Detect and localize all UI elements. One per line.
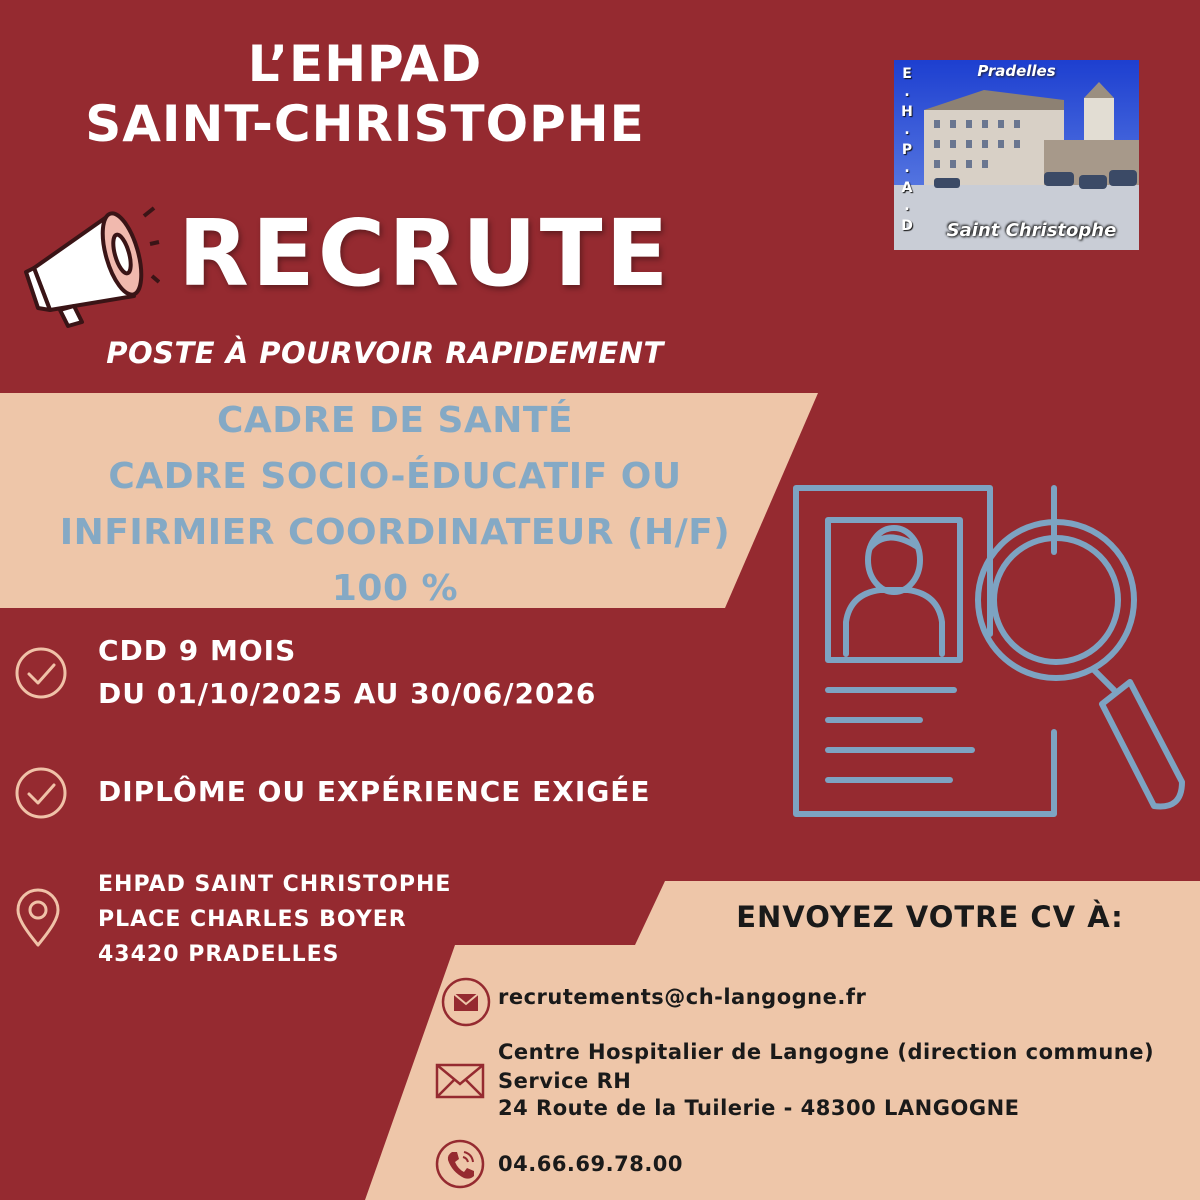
- logo-letter: .: [904, 122, 910, 138]
- address-line-1: EHPAD SAINT CHRISTOPHE: [98, 872, 452, 897]
- phone-number[interactable]: 04.66.69.78.00: [498, 1152, 684, 1176]
- check-circle-icon: [14, 646, 68, 700]
- title-line-2: SAINT-CHRISTOPHE: [85, 95, 645, 153]
- logo-name: Saint Christophe: [946, 220, 1117, 241]
- logo-letter: .: [904, 84, 910, 100]
- requirement: DIPLÔME OU EXPÉRIENCE EXIGÉE: [98, 775, 651, 808]
- logo-letter: .: [904, 160, 910, 176]
- logo-letter: .: [904, 198, 910, 214]
- ehpad-logo: [894, 60, 1139, 250]
- recrute-heading: RECRUTE: [178, 200, 672, 307]
- contract-duration: CDD 9 MOIS: [98, 634, 297, 667]
- megaphone-icon: [20, 196, 160, 331]
- resume-search-icon: [790, 482, 1190, 827]
- logo-town: Pradelles: [977, 62, 1056, 80]
- location-pin-icon: [14, 888, 62, 948]
- postal-line-2: Service RH: [498, 1069, 632, 1093]
- contact-heading: ENVOYEZ VOTRE CV À:: [736, 900, 1124, 934]
- address-line-3: 43420 PRADELLES: [98, 942, 340, 967]
- job-percentage: 100 %: [331, 568, 459, 609]
- logo-letter: A: [901, 180, 913, 196]
- logo-letter: P: [901, 142, 913, 158]
- job-title-2: CADRE SOCIO-ÉDUCATIF OU: [108, 456, 682, 497]
- check-circle-icon: [14, 766, 68, 820]
- email-link[interactable]: recrutements@ch-langogne.fr: [498, 985, 867, 1009]
- envelope-icon: [434, 1062, 486, 1100]
- job-title-3: INFIRMIER COORDINATEUR (H/F): [59, 512, 731, 553]
- logo-letter: D: [901, 218, 913, 234]
- phone-icon: [434, 1138, 486, 1190]
- contract-dates: DU 01/10/2025 AU 30/06/2026: [98, 677, 597, 710]
- title-line-1: L’EHPAD: [247, 35, 483, 93]
- logo-letter: E: [902, 66, 912, 82]
- subtitle: POSTE À POURVOIR RAPIDEMENT: [106, 336, 664, 370]
- job-title-1: CADRE DE SANTÉ: [216, 400, 574, 441]
- address-line-2: PLACE CHARLES BOYER: [98, 907, 407, 932]
- postal-line-1: Centre Hospitalier de Langogne (direction commune): [498, 1040, 1155, 1064]
- email-icon: [440, 976, 492, 1028]
- postal-line-3: 24 Route de la Tuilerie - 48300 LANGOGNE: [498, 1096, 1020, 1120]
- logo-letter: H: [901, 104, 913, 120]
